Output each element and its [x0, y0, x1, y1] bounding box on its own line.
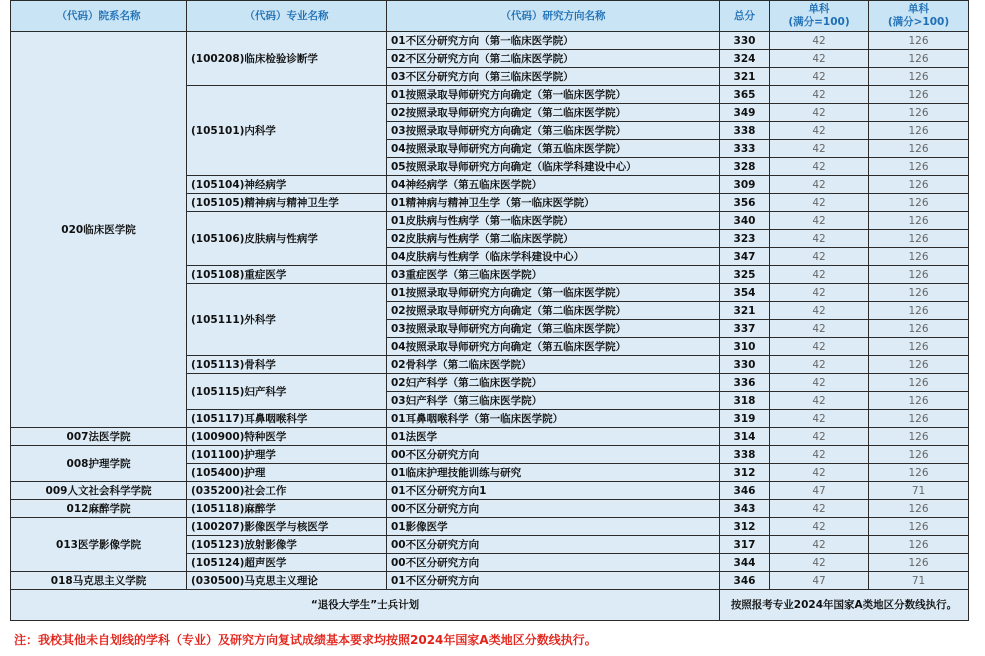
- direction-cell: 02按照录取导师研究方向确定（第二临床医学院）: [387, 302, 720, 320]
- major-cell: (100208)临床检验诊断学: [187, 32, 387, 86]
- total-cell: 314: [720, 428, 770, 446]
- total-cell: 319: [720, 410, 770, 428]
- table-row: [11, 482, 969, 500]
- single-over-100-cell: 126: [869, 122, 969, 140]
- total-cell: 318: [720, 392, 770, 410]
- single-100-cell: 42: [770, 374, 869, 392]
- col-header-college: （代码）院系名称: [11, 1, 187, 32]
- total-cell: 321: [720, 302, 770, 320]
- single-over-100-cell: 126: [869, 356, 969, 374]
- direction-cell: 00不区分研究方向: [387, 446, 720, 464]
- major-cell: (100207)影像医学与核医学: [187, 518, 387, 536]
- total-cell: 338: [720, 122, 770, 140]
- single-100-cell: 47: [770, 482, 869, 500]
- college-cell: 008护理学院: [11, 446, 187, 482]
- total-cell: 309: [720, 176, 770, 194]
- score-table: [10, 0, 969, 621]
- direction-cell: 01临床护理技能训练与研究: [387, 464, 720, 482]
- direction-cell: 01精神病与精神卫生学（第一临床医学院）: [387, 194, 720, 212]
- single-over-100-cell: 126: [869, 194, 969, 212]
- single-over-100-cell: 126: [869, 68, 969, 86]
- direction-cell: 03不区分研究方向（第三临床医学院）: [387, 68, 720, 86]
- single-100-cell: 42: [770, 248, 869, 266]
- single-over-100-cell: 126: [869, 32, 969, 50]
- direction-cell: 00不区分研究方向: [387, 536, 720, 554]
- score-table-container: [10, 0, 968, 621]
- header-row: [11, 1, 969, 32]
- single-over-100-cell: 126: [869, 428, 969, 446]
- single-100-cell: 42: [770, 392, 869, 410]
- table-row: [11, 428, 969, 446]
- major-cell: (105123)放射影像学: [187, 536, 387, 554]
- college-cell: 020临床医学院: [11, 32, 187, 428]
- direction-cell: 01影像医学: [387, 518, 720, 536]
- direction-cell: 01皮肤病与性病学（第一临床医学院）: [387, 212, 720, 230]
- table-row: [11, 518, 969, 536]
- total-cell: 365: [720, 86, 770, 104]
- single-over-100-cell: 126: [869, 284, 969, 302]
- major-cell: (105108)重症医学: [187, 266, 387, 284]
- footnote: 注：我校其他未自划线的学科（专业）及研究方向复试成绩基本要求均按照2024年国家A类地区分数线执行。: [14, 633, 597, 647]
- single-100-cell: 42: [770, 554, 869, 572]
- direction-cell: 02不区分研究方向（第二临床医学院）: [387, 50, 720, 68]
- total-cell: 346: [720, 482, 770, 500]
- direction-cell: 02按照录取导师研究方向确定（第二临床医学院）: [387, 104, 720, 122]
- direction-cell: 04按照录取导师研究方向确定（第五临床医学院）: [387, 338, 720, 356]
- single-100-cell: 42: [770, 338, 869, 356]
- total-cell: 317: [720, 536, 770, 554]
- direction-cell: 02皮肤病与性病学（第二临床医学院）: [387, 230, 720, 248]
- total-cell: 330: [720, 356, 770, 374]
- single-over-100-cell: 126: [869, 230, 969, 248]
- col-header-single-over-100: 单科 (满分>100): [869, 1, 969, 32]
- total-cell: 312: [720, 518, 770, 536]
- direction-cell: 01不区分研究方向（第一临床医学院）: [387, 32, 720, 50]
- direction-cell: 00不区分研究方向: [387, 554, 720, 572]
- single-100-cell: 42: [770, 464, 869, 482]
- single-over-100-cell: 126: [869, 500, 969, 518]
- total-cell: 321: [720, 68, 770, 86]
- single-over-100-cell: 126: [869, 464, 969, 482]
- single-100-cell: 42: [770, 356, 869, 374]
- direction-cell: 04皮肤病与性病学（临床学科建设中心）: [387, 248, 720, 266]
- major-cell: (105124)超声医学: [187, 554, 387, 572]
- single-100-cell: 42: [770, 212, 869, 230]
- direction-cell: 01法医学: [387, 428, 720, 446]
- direction-cell: 01按照录取导师研究方向确定（第一临床医学院）: [387, 284, 720, 302]
- total-cell: 325: [720, 266, 770, 284]
- single-over-100-cell: 126: [869, 338, 969, 356]
- single-100-cell: 47: [770, 572, 869, 590]
- single-over-100-cell: 126: [869, 212, 969, 230]
- table-row: [11, 446, 969, 464]
- total-cell: 344: [720, 554, 770, 572]
- total-cell: 356: [720, 194, 770, 212]
- direction-cell: 00不区分研究方向: [387, 500, 720, 518]
- total-cell: 324: [720, 50, 770, 68]
- single-100-cell: 42: [770, 410, 869, 428]
- single-100-cell: 42: [770, 122, 869, 140]
- col-header-direction: （代码）研究方向名称: [387, 1, 720, 32]
- single-100-cell: 42: [770, 428, 869, 446]
- college-cell: 009人文社会科学学院: [11, 482, 187, 500]
- major-cell: (100900)特种医学: [187, 428, 387, 446]
- direction-cell: 01不区分研究方向: [387, 572, 720, 590]
- single-100-cell: 42: [770, 266, 869, 284]
- single-over-100-cell: 126: [869, 446, 969, 464]
- table-row: [11, 500, 969, 518]
- single-over-100-cell: 126: [869, 374, 969, 392]
- major-cell: (105106)皮肤病与性病学: [187, 212, 387, 266]
- single-over-100-cell: 126: [869, 248, 969, 266]
- direction-cell: 03重症医学（第三临床医学院）: [387, 266, 720, 284]
- single-100-cell: 42: [770, 518, 869, 536]
- total-cell: 323: [720, 230, 770, 248]
- college-cell: 018马克思主义学院: [11, 572, 187, 590]
- single-over-100-cell: 126: [869, 392, 969, 410]
- single-100-cell: 42: [770, 536, 869, 554]
- single-100-cell: 42: [770, 32, 869, 50]
- total-cell: 354: [720, 284, 770, 302]
- col-header-major: （代码）专业名称: [187, 1, 387, 32]
- total-cell: 336: [720, 374, 770, 392]
- single-over-100-cell: 126: [869, 536, 969, 554]
- table-row: [11, 572, 969, 590]
- col-header-total: 总分: [720, 1, 770, 32]
- single-100-cell: 42: [770, 68, 869, 86]
- single-over-100-cell: 126: [869, 410, 969, 428]
- major-cell: (105115)妇产科学: [187, 374, 387, 410]
- single-100-cell: 42: [770, 140, 869, 158]
- major-cell: (105101)内科学: [187, 86, 387, 176]
- single-over-100-cell: 126: [869, 302, 969, 320]
- major-cell: (035200)社会工作: [187, 482, 387, 500]
- major-cell: (105117)耳鼻咽喉科学: [187, 410, 387, 428]
- single-over-100-cell: 71: [869, 572, 969, 590]
- single-100-cell: 42: [770, 104, 869, 122]
- major-cell: (105113)骨科学: [187, 356, 387, 374]
- program-rule: 按照报考专业2024年国家A类地区分数线执行。: [720, 590, 969, 621]
- total-cell: 312: [720, 464, 770, 482]
- single-over-100-cell: 126: [869, 158, 969, 176]
- single-over-100-cell: 126: [869, 320, 969, 338]
- direction-cell: 01不区分研究方向1: [387, 482, 720, 500]
- major-cell: (105118)麻醉学: [187, 500, 387, 518]
- major-cell: (030500)马克思主义理论: [187, 572, 387, 590]
- single-over-100-cell: 126: [869, 50, 969, 68]
- single-over-100-cell: 126: [869, 104, 969, 122]
- direction-cell: 04神经病学（第五临床医学院）: [387, 176, 720, 194]
- direction-cell: 01耳鼻咽喉科学（第一临床医学院）: [387, 410, 720, 428]
- total-cell: 337: [720, 320, 770, 338]
- single-over-100-cell: 126: [869, 554, 969, 572]
- single-100-cell: 42: [770, 50, 869, 68]
- single-100-cell: 42: [770, 86, 869, 104]
- major-cell: (105105)精神病与精神卫生学: [187, 194, 387, 212]
- direction-cell: 03按照录取导师研究方向确定（第三临床医学院）: [387, 122, 720, 140]
- single-100-cell: 42: [770, 176, 869, 194]
- total-cell: 338: [720, 446, 770, 464]
- direction-cell: 04按照录取导师研究方向确定（第五临床医学院）: [387, 140, 720, 158]
- single-over-100-cell: 126: [869, 140, 969, 158]
- single-100-cell: 42: [770, 446, 869, 464]
- total-cell: 310: [720, 338, 770, 356]
- major-cell: (105104)神经病学: [187, 176, 387, 194]
- single-over-100-cell: 126: [869, 86, 969, 104]
- major-cell: (105400)护理: [187, 464, 387, 482]
- direction-cell: 02妇产科学（第二临床医学院）: [387, 374, 720, 392]
- single-over-100-cell: 126: [869, 176, 969, 194]
- total-cell: 330: [720, 32, 770, 50]
- single-100-cell: 42: [770, 158, 869, 176]
- single-100-cell: 42: [770, 230, 869, 248]
- total-cell: 346: [720, 572, 770, 590]
- total-cell: 343: [720, 500, 770, 518]
- single-100-cell: 42: [770, 500, 869, 518]
- direction-cell: 05按照录取导师研究方向确定（临床学科建设中心）: [387, 158, 720, 176]
- single-over-100-cell: 126: [869, 266, 969, 284]
- direction-cell: 03妇产科学（第三临床医学院）: [387, 392, 720, 410]
- program-name: “退役大学生”士兵计划: [11, 590, 720, 621]
- single-100-cell: 42: [770, 320, 869, 338]
- table-row: [11, 32, 969, 50]
- single-100-cell: 42: [770, 284, 869, 302]
- col-header-single-100: 单科 (满分=100): [770, 1, 869, 32]
- major-cell: (105111)外科学: [187, 284, 387, 356]
- single-100-cell: 42: [770, 194, 869, 212]
- total-cell: 328: [720, 158, 770, 176]
- total-cell: 347: [720, 248, 770, 266]
- direction-cell: 02骨科学（第二临床医学院）: [387, 356, 720, 374]
- single-over-100-cell: 71: [869, 482, 969, 500]
- college-cell: 012麻醉学院: [11, 500, 187, 518]
- total-cell: 340: [720, 212, 770, 230]
- total-cell: 333: [720, 140, 770, 158]
- major-cell: (101100)护理学: [187, 446, 387, 464]
- single-over-100-cell: 126: [869, 518, 969, 536]
- single-100-cell: 42: [770, 302, 869, 320]
- footer-row: [11, 590, 969, 621]
- direction-cell: 03按照录取导师研究方向确定（第三临床医学院）: [387, 320, 720, 338]
- college-cell: 007法医学院: [11, 428, 187, 446]
- college-cell: 013医学影像学院: [11, 518, 187, 572]
- direction-cell: 01按照录取导师研究方向确定（第一临床医学院）: [387, 86, 720, 104]
- total-cell: 349: [720, 104, 770, 122]
